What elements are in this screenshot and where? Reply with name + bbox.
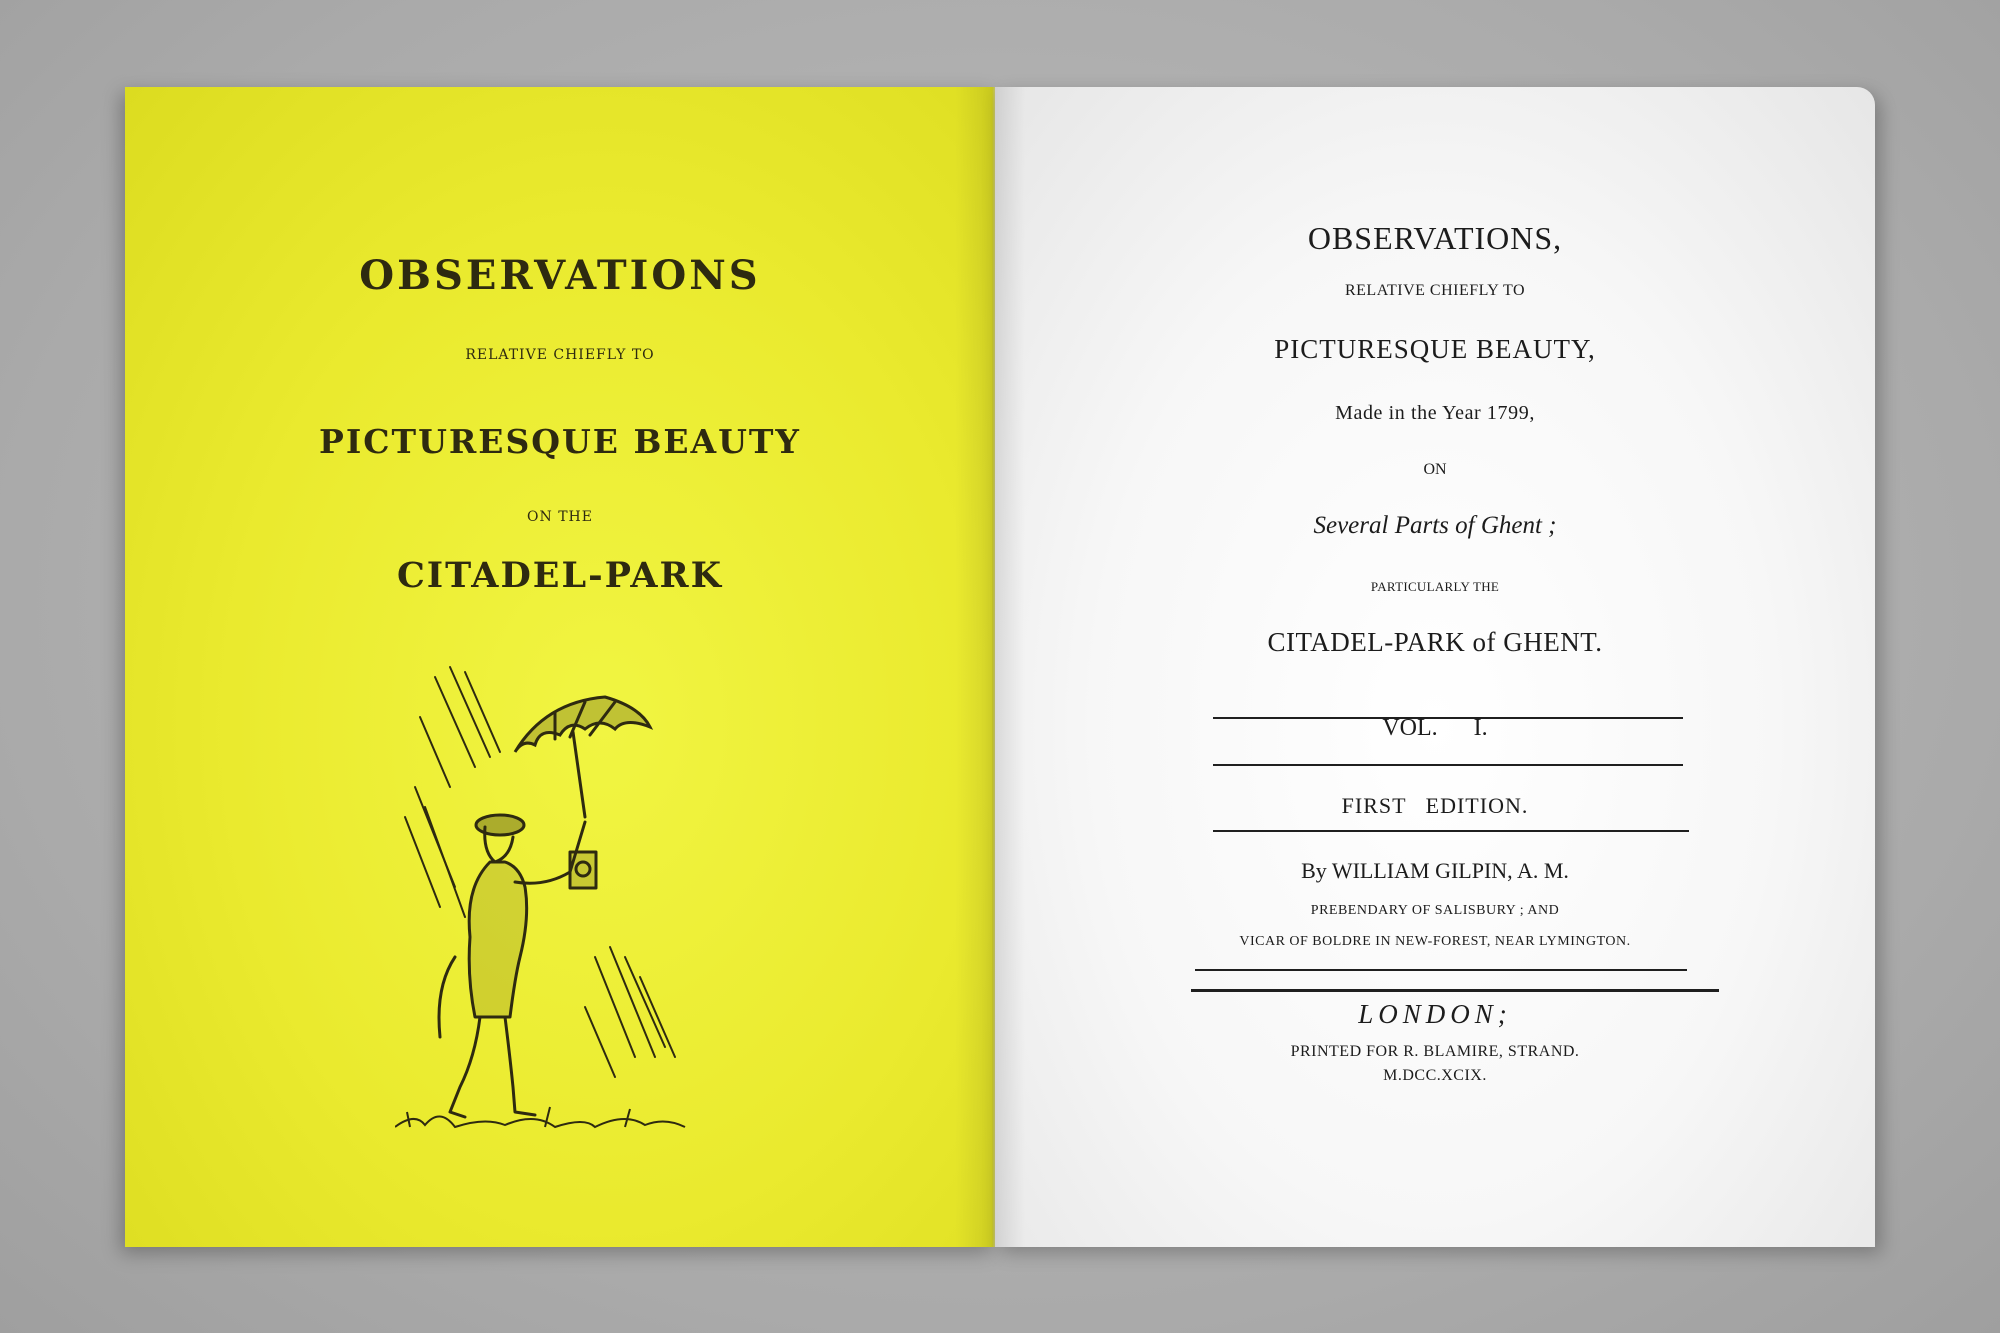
man-with-umbrella-illustration bbox=[395, 657, 725, 1197]
rule-double-bottom bbox=[1191, 989, 1719, 992]
right-roman-year: M.DCC.XCIX. bbox=[1383, 1067, 1487, 1084]
right-volume: VOL. I. bbox=[1382, 715, 1488, 741]
right-made-in-year: Made in the Year 1799, bbox=[1335, 402, 1535, 424]
right-first-edition: FIRST EDITION. bbox=[1341, 793, 1529, 818]
right-author: By WILLIAM GILPIN, A. M. bbox=[1301, 858, 1569, 883]
left-title-picturesque: PICTURESQUE BEAUTY bbox=[319, 422, 801, 461]
right-printed-for: PRINTED FOR R. BLAMIRE, STRAND. bbox=[1290, 1043, 1580, 1060]
right-london: LONDON; bbox=[1358, 999, 1512, 1029]
rule-below-volume bbox=[1213, 764, 1683, 766]
right-several-parts: Several Parts of Ghent ; bbox=[1313, 512, 1557, 539]
left-subtitle-on-the: ON THE bbox=[527, 509, 593, 525]
left-page-yellow bbox=[125, 87, 995, 1247]
left-title-citadel-park: CITADEL-PARK bbox=[396, 555, 724, 596]
right-title-observations: OBSERVATIONS, bbox=[1307, 220, 1563, 256]
rule-below-edition bbox=[1213, 830, 1689, 832]
right-page-title bbox=[995, 87, 1875, 1247]
right-picturesque-beauty: PICTURESQUE BEAUTY, bbox=[1274, 334, 1596, 364]
rule-double-top bbox=[1195, 969, 1687, 971]
right-on: ON bbox=[1423, 461, 1447, 478]
right-citadel-park: CITADEL-PARK of GHENT. bbox=[1267, 627, 1603, 657]
left-subtitle-relative: RELATIVE CHIEFLY TO bbox=[465, 347, 655, 363]
left-title-observations: OBSERVATIONS bbox=[359, 252, 761, 299]
right-particularly-the: PARTICULARLY THE bbox=[1370, 579, 1500, 594]
right-relative-chiefly: RELATIVE CHIEFLY TO bbox=[1344, 282, 1526, 299]
right-vicar: VICAR OF BOLDRE IN NEW-FOREST, NEAR LYMINGTON. bbox=[1239, 934, 1631, 949]
right-prebendary: PREBENDARY OF SALISBURY ; AND bbox=[1310, 903, 1560, 918]
